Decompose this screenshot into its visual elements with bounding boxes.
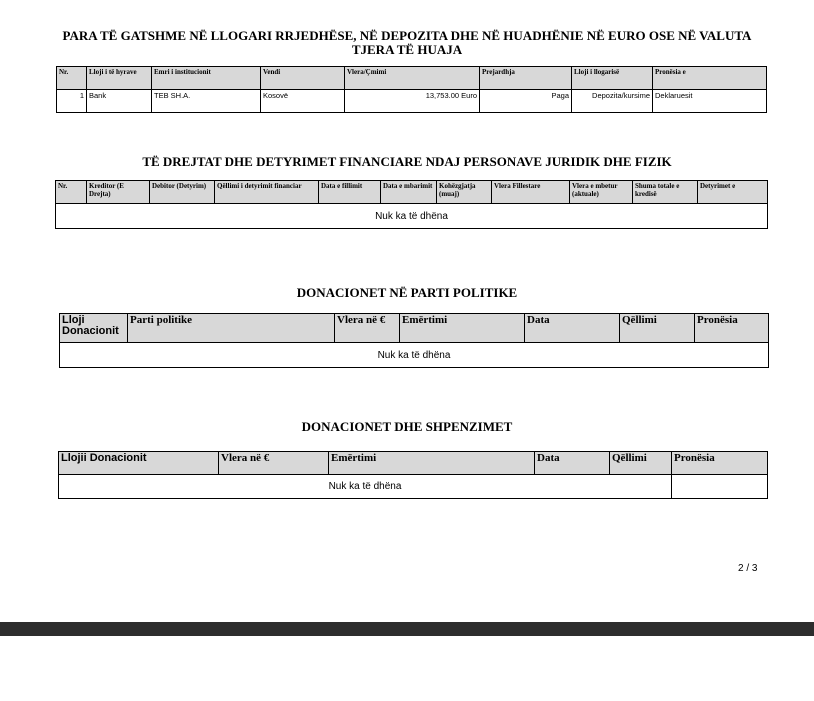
empty-message: Nuk ka të dhëna xyxy=(60,343,769,368)
section3-title: DONACIONET NË PARTI POLITIKE xyxy=(296,285,518,300)
obligations-table xyxy=(55,180,768,229)
section1-title: PARA TË GATSHME NË LLOGARI RRJEDHËSE, NË DEPOZITA DHE NË HUADHËNIE NË EURO OSE NË VALUTA TJERA TË HUAJA xyxy=(62,28,752,57)
table-row xyxy=(57,90,767,113)
col-header: Shuma totale e kredisë xyxy=(633,181,698,204)
cell-value: 13,753.00 Euro xyxy=(345,90,480,113)
table-header-row xyxy=(56,181,768,204)
col-header: Emërtimi xyxy=(400,314,525,343)
col-header: Vlera në € xyxy=(335,314,400,343)
col-header: Qëllimi xyxy=(610,452,672,475)
cell-nr: 1 xyxy=(57,90,87,113)
page-indicator: 2 / 3 xyxy=(738,563,758,574)
col-header: Vlera Fillestare xyxy=(492,181,570,204)
empty-message: Nuk ka të dhëna xyxy=(59,475,672,499)
donations-expenses-table xyxy=(58,451,768,499)
col-header: Detyrimet e xyxy=(698,181,768,204)
col-header: Vlera e mbetur (aktuale) xyxy=(570,181,633,204)
col-header: Debitor (Detyrim) xyxy=(150,181,215,204)
empty-message: Nuk ka të dhëna xyxy=(56,204,768,229)
section4-title: DONACIONET DHE SHPENZIMET xyxy=(301,419,513,434)
cell-institution: TEB SH.A. xyxy=(152,90,261,113)
cell-account-type: Depozita/kursime xyxy=(572,90,653,113)
col-header: Pronësia xyxy=(695,314,769,343)
table-row xyxy=(60,343,769,368)
col-header: Data e fillimit xyxy=(319,181,381,204)
col-header: Nr. xyxy=(57,67,87,90)
table-header-row xyxy=(57,67,767,90)
col-header: Lloji i llogarisë xyxy=(572,67,653,90)
section2-title: TË DREJTAT DHE DETYRIMET FINANCIARE NDAJ PERSONAVE JURIDIK DHE FIZIK xyxy=(142,154,672,169)
col-header: Lloji Donacionit xyxy=(60,314,128,343)
col-header: Data xyxy=(525,314,620,343)
empty-cell xyxy=(672,475,768,499)
col-header: Vlera/Çmimi xyxy=(345,67,480,90)
col-header: Pronësia xyxy=(672,452,768,475)
col-header: Lloji i të hyrave xyxy=(87,67,152,90)
col-header: Data e mbarimit xyxy=(381,181,437,204)
col-header: Vlera në € xyxy=(219,452,329,475)
col-header: Emri i institucionit xyxy=(152,67,261,90)
table-header-row xyxy=(59,452,768,475)
cell-type: Bank xyxy=(87,90,152,113)
table-row xyxy=(56,204,768,229)
col-header: Pronësia e xyxy=(653,67,767,90)
col-header: Llojii Donacionit xyxy=(59,452,219,475)
col-header: Kohëzgjatja (muaj) xyxy=(437,181,492,204)
table-row xyxy=(59,475,768,499)
col-header: Qëllimi xyxy=(620,314,695,343)
col-header: Data xyxy=(535,452,610,475)
cell-origin: Paga xyxy=(480,90,572,113)
col-header: Prejardhja xyxy=(480,67,572,90)
col-header: Vendi xyxy=(261,67,345,90)
cell-country: Kosovë xyxy=(261,90,345,113)
accounts-table xyxy=(56,66,767,113)
party-donations-table xyxy=(59,313,769,368)
col-header: Nr. xyxy=(56,181,87,204)
col-header: Parti politike xyxy=(128,314,335,343)
cell-ownership: Deklaruesit xyxy=(653,90,767,113)
col-header: Emërtimi xyxy=(329,452,535,475)
table-header-row xyxy=(60,314,769,343)
col-header: Kreditor (E Drejta) xyxy=(87,181,150,204)
col-header: Qëllimi i detyrimit financiar xyxy=(215,181,319,204)
viewer-bottom-bar xyxy=(0,622,814,636)
